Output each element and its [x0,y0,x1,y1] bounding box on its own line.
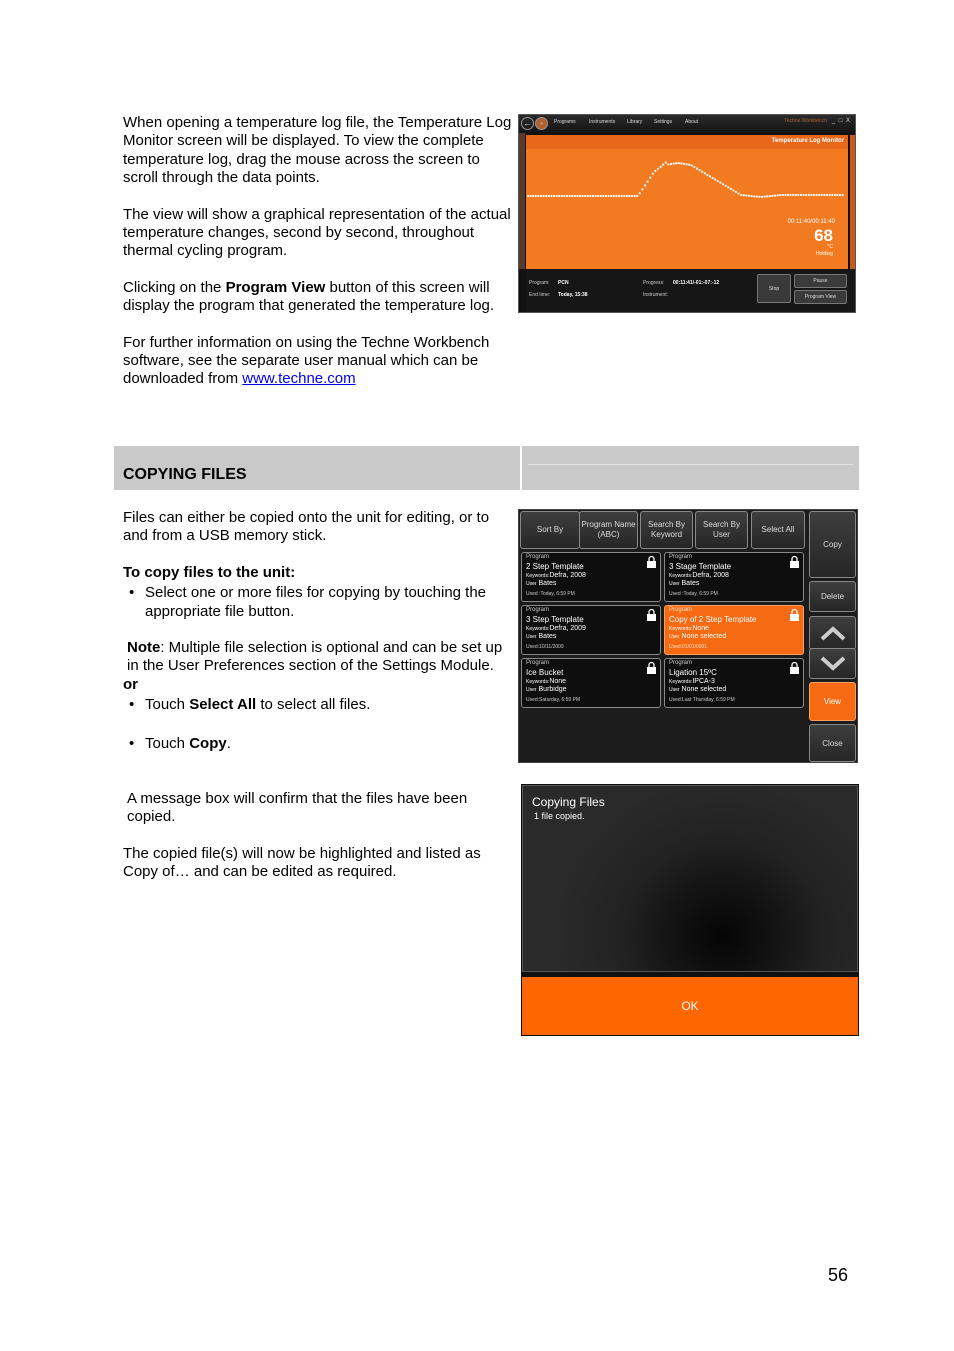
curve-point [652,173,654,175]
menu-library[interactable]: Library [627,119,643,125]
card-keywords [669,625,709,632]
progress-value: 00:11:41/-01:-07:-12 [673,280,720,286]
text-span: : Multiple file selection is optional and can be set up in the User Preferences section of the Settings Module. [127,639,503,675]
curve-point [605,195,607,197]
keywords-value: Defra, 2008 [692,572,729,579]
curve-point [553,195,555,197]
copied-para: The copied file(s) will now be highlighted and listed as Copy of… and can be edited as required. [123,844,481,881]
curve-point [810,194,812,196]
note-bold: Note [127,639,161,657]
program-value: PCN [558,280,569,286]
user-label: User [526,581,537,587]
user-label: User [526,634,537,640]
intro-text [123,114,515,389]
monitor-title: Temperature Log Monitor [771,138,844,144]
user-label: User [669,687,680,693]
text-span: . [226,734,231,752]
keywords-label: Keywords: [669,573,693,579]
curve-point [686,163,688,165]
curve-point [738,192,740,194]
curve-point [823,194,825,196]
card-used: Used:Saturday, 6:59 PM [526,697,581,703]
card-name: 3 Step Template [526,615,584,624]
curve-point [548,195,550,197]
card-keywords [669,572,729,579]
curve-point [740,194,742,196]
section-title: COPYING FILES [123,466,247,483]
curve-point [795,194,797,196]
curve-point [818,194,820,196]
card-name: Ice Bucket [526,668,564,677]
bullet-select-files: • Select one or more files for copying by touching the appropriate file button. [123,584,515,621]
curve-point [769,195,771,197]
curve-point [595,195,597,197]
curve-point [683,163,685,165]
curve-point [797,194,799,196]
card-used: Used :Today, 6:59 PM [526,591,575,597]
menu-bar [519,115,855,133]
curve-point [530,195,532,197]
copy-bold: Copy [189,734,227,752]
curve-point [670,163,672,165]
intro-para-4 [123,334,515,389]
status-panel [526,269,855,312]
curve-point [654,170,656,172]
card-type: Program [669,607,693,613]
file-card[interactable] [664,552,804,602]
curve-point [657,168,659,170]
curve-point [623,195,625,197]
keywords-label: Keywords: [526,679,550,685]
curve-point [556,195,558,197]
card-name: Ligation 15ºC [669,668,717,677]
card-used: Used :Today, 6:59 PM [669,591,718,597]
card-user [526,633,556,640]
curve-point [816,194,818,196]
sort-by-button[interactable]: Sort By [520,511,580,549]
curve-point [821,194,823,196]
keywords-value: IPCA-3 [692,678,715,685]
curve-point [725,185,727,187]
lock-icon [789,608,800,621]
curve-point [735,191,737,193]
copying-para-1: Files can either be copied onto the unit for editing, or to and from a USB memory stick. [123,509,490,545]
keywords-label: Keywords: [669,679,693,685]
current-temperature: 68 [814,226,833,245]
user-value: None selected [681,633,727,640]
curve-point [563,195,565,197]
keywords-value: Defra, 2009 [549,625,586,632]
curve-point [634,195,636,197]
curve-point [673,163,675,165]
chevron-down-icon [820,656,846,672]
curve-point [717,180,719,182]
curve-point [592,195,594,197]
lock-icon [646,661,657,674]
curve-point [829,194,831,196]
curve-point [641,188,643,190]
progress-label: Progress: [643,280,665,286]
bullet-copy [123,735,515,753]
curve-point [766,195,768,197]
text-span: For further information on using the Techne Workbench software, see the separate user manual which can be downloaded from [123,333,490,388]
file-card[interactable] [521,658,661,708]
stop-button[interactable]: Stop [757,274,791,303]
curve-point [537,195,539,197]
window-controls[interactable]: _ □ X [831,118,851,124]
select-all-button[interactable]: Select All [751,511,805,549]
message-para: A message box will confirm that the files have been copied. [127,790,468,826]
file-browser-screenshot [518,509,858,763]
search-by-keyword-button[interactable]: Search By Keyword [640,511,693,549]
card-user [669,686,726,693]
curve-point [836,194,838,196]
band-divider [520,446,522,490]
select-all-bold: Select All [189,696,257,714]
techne-link[interactable]: www.techne.com [242,370,356,388]
program-view-bold: Program View [225,278,326,296]
scroll-down-button[interactable] [809,648,856,679]
curve-point [779,194,781,196]
text-span: to select all files. [256,696,371,714]
curve-point [584,195,586,197]
user-value: Burbidge [538,686,567,693]
curve-point [714,178,716,180]
curve-point [774,195,776,197]
curve-point [628,195,630,197]
elapsed-time: 00:11:40/00:11:40 [787,219,835,225]
bullet-list-1 [123,584,515,621]
card-user [669,633,726,640]
curve-point [675,162,677,164]
intro-para-2: The view will show a graphical representation of the actual temperature changes, second by second, throughout thermal cycling program. [123,205,511,260]
card-user [526,686,567,693]
intro-para-3 [123,279,515,316]
file-card[interactable] [664,658,804,708]
card-type: Program [526,554,550,560]
curve-point [662,164,664,166]
text-span: Touch [145,696,190,714]
curve-point [787,194,789,196]
curve-point [743,194,745,196]
curve-point [540,195,542,197]
file-card[interactable] [521,552,661,602]
curve-point [834,194,836,196]
curve-point [792,194,794,196]
card-user [669,580,699,587]
curve-point [527,195,529,197]
card-type: Program [526,660,550,666]
keywords-value: None [549,678,567,685]
curve-point [571,195,573,197]
curve-point [558,195,560,197]
curve-point [561,195,563,197]
user-value: Bates [538,580,557,587]
curve-point [826,194,828,196]
note-para [123,639,515,676]
curve-point [589,195,591,197]
card-name: 2 Step Template [526,562,584,571]
endtime-value: Today, 15:38 [558,292,588,298]
view-button[interactable]: View [809,682,856,721]
keywords-label: Keywords: [669,626,693,632]
card-name: Copy of 2 Step Template [669,615,757,624]
temperature-unit: °C [827,244,833,250]
curve-point [808,194,810,196]
curve-point [748,195,750,197]
curve-point [574,195,576,197]
curve-point [704,172,706,174]
curve-point [764,196,766,198]
card-used: Used:01/01/0001 [669,644,708,650]
text-span: Touch [145,734,190,752]
lock-icon [789,661,800,674]
temperature-plot[interactable] [526,135,848,269]
card-user [526,580,556,587]
curve-point [745,194,747,196]
message-body: 1 file copied. [534,811,585,821]
band-rule [528,464,853,465]
program-label: Program: [529,280,550,286]
copying-text [123,509,515,882]
keywords-label: Keywords: [526,573,550,579]
curve-point [805,194,807,196]
lock-icon [789,555,800,568]
curve-point [688,164,690,166]
curve-point [753,195,755,197]
curve-point [636,195,638,197]
home-icon[interactable]: ◦ [535,117,548,130]
curve-point [782,194,784,196]
curve-point [842,194,844,196]
curve-point [719,182,721,184]
curve-point [751,195,753,197]
keywords-label: Keywords: [526,626,550,632]
curve-point [667,163,669,165]
curve-point [699,169,701,171]
card-type: Program [669,554,693,560]
curve-point [649,177,651,179]
message-panel [522,785,858,972]
file-card[interactable] [521,605,661,655]
curve-point [613,195,615,197]
menu-about[interactable]: About [685,119,699,125]
instrument-label: Instrument: [643,292,669,298]
user-label: User [526,687,537,693]
copying-files-message-screenshot [521,784,859,1036]
curve-point [756,195,758,197]
curve-point [771,195,773,197]
curve-point [602,195,604,197]
temperature-log-monitor-screenshot [518,114,856,313]
card-keywords [669,678,715,685]
curve-point [626,195,628,197]
curve-point [813,194,815,196]
chevron-up-icon [820,625,846,641]
curve-point [831,194,833,196]
curve-point [761,196,763,198]
copying-subhead: To copy files to the unit: [123,563,296,581]
card-name: 3 Stage Template [669,562,732,571]
program-view-button[interactable]: Program View [794,290,847,304]
curve-point [660,166,662,168]
pause-button[interactable]: Pause [794,274,847,288]
lock-icon [646,608,657,621]
or-label: or [123,675,138,693]
ok-button[interactable]: OK [522,977,858,1035]
curve-point [758,196,760,198]
card-keywords [526,625,586,632]
curve-point [722,183,724,185]
search-by-user-button[interactable]: Search By User [695,511,748,549]
curve-point [732,189,734,191]
curve-point [639,192,641,194]
curve-point [550,195,552,197]
file-card-selected[interactable] [664,605,804,655]
user-label: User [669,581,680,587]
curve-point [535,195,537,197]
curve-point [730,188,732,190]
curve-point [621,195,623,197]
curve-point [712,177,714,179]
curve-point [569,195,571,197]
side-strip [519,133,525,269]
state-label: Holding [816,251,833,257]
text-span: Clicking on the [123,278,226,296]
card-type: Program [526,607,550,613]
curve-point [610,195,612,197]
user-value: Bates [681,580,700,587]
message-title: Copying Files [532,795,605,809]
bullet-list-2 [123,696,515,753]
delete-button[interactable]: Delete [809,581,856,612]
curve-point [545,195,547,197]
curve-point [579,195,581,197]
section-header-band [114,446,859,490]
curve-point [777,194,779,196]
curve-point [566,195,568,197]
endtime-label: End time: [529,292,551,298]
curve-point [543,195,545,197]
curve-point [680,162,682,164]
card-keywords [526,572,586,579]
curve-point [582,195,584,197]
page-number: 56 [828,1265,849,1285]
curve-point [727,186,729,188]
curve-point [693,166,695,168]
copy-button[interactable]: Copy [809,511,856,578]
scroll-up-button[interactable] [809,616,856,650]
card-keywords [526,678,566,685]
curve-point [532,195,534,197]
keywords-value: None [692,625,710,632]
curve-point [608,195,610,197]
menu-instruments[interactable]: Instruments [589,119,616,125]
curve-point [709,175,711,177]
curve-point [691,164,693,166]
card-used: Used:Last Thursday, 6:59 PM [669,697,735,703]
curve-point [790,194,792,196]
text-span: button of this screen will display the program that generated the temperature log. [123,278,495,315]
curve-point [576,195,578,197]
bullet-select-all [123,696,515,714]
curve-point [615,195,617,197]
back-icon[interactable]: ← [523,118,532,128]
curve-point [678,162,680,164]
card-used: Used:10/11/2009 [526,644,564,650]
close-button[interactable]: Close [809,724,856,762]
program-name-abc-button[interactable]: Program Name (ABC) [579,511,638,549]
scroll-bar[interactable] [850,135,855,269]
lock-icon [646,555,657,568]
temperature-curve [526,135,848,269]
keywords-value: Defra, 2008 [549,572,586,579]
curve-point [597,195,599,197]
user-value: Bates [538,633,557,640]
curve-point [696,168,698,170]
curve-point [706,174,708,176]
curve-point [839,194,841,196]
menu-programs[interactable]: Programs [554,119,576,125]
curve-point [784,194,786,196]
card-type: Program [669,660,693,666]
user-label: User [669,634,680,640]
curve-point [587,195,589,197]
curve-point [647,181,649,183]
user-value: None selected [681,686,727,693]
curve-point [618,195,620,197]
curve-point [600,195,602,197]
curve-point [803,194,805,196]
curve-point [631,195,633,197]
intro-para-1: When opening a temperature log file, the Temperature Log Monitor screen will be displayed. To view the complete temperature log, drag the mouse across the screen to scroll through the data points. [123,114,512,187]
curve-point [665,161,667,163]
brand-label: Techne Workbench [784,118,827,124]
menu-settings[interactable]: Settings [654,119,673,125]
curve-point [701,171,703,173]
curve-point [644,184,646,186]
curve-point [800,194,802,196]
